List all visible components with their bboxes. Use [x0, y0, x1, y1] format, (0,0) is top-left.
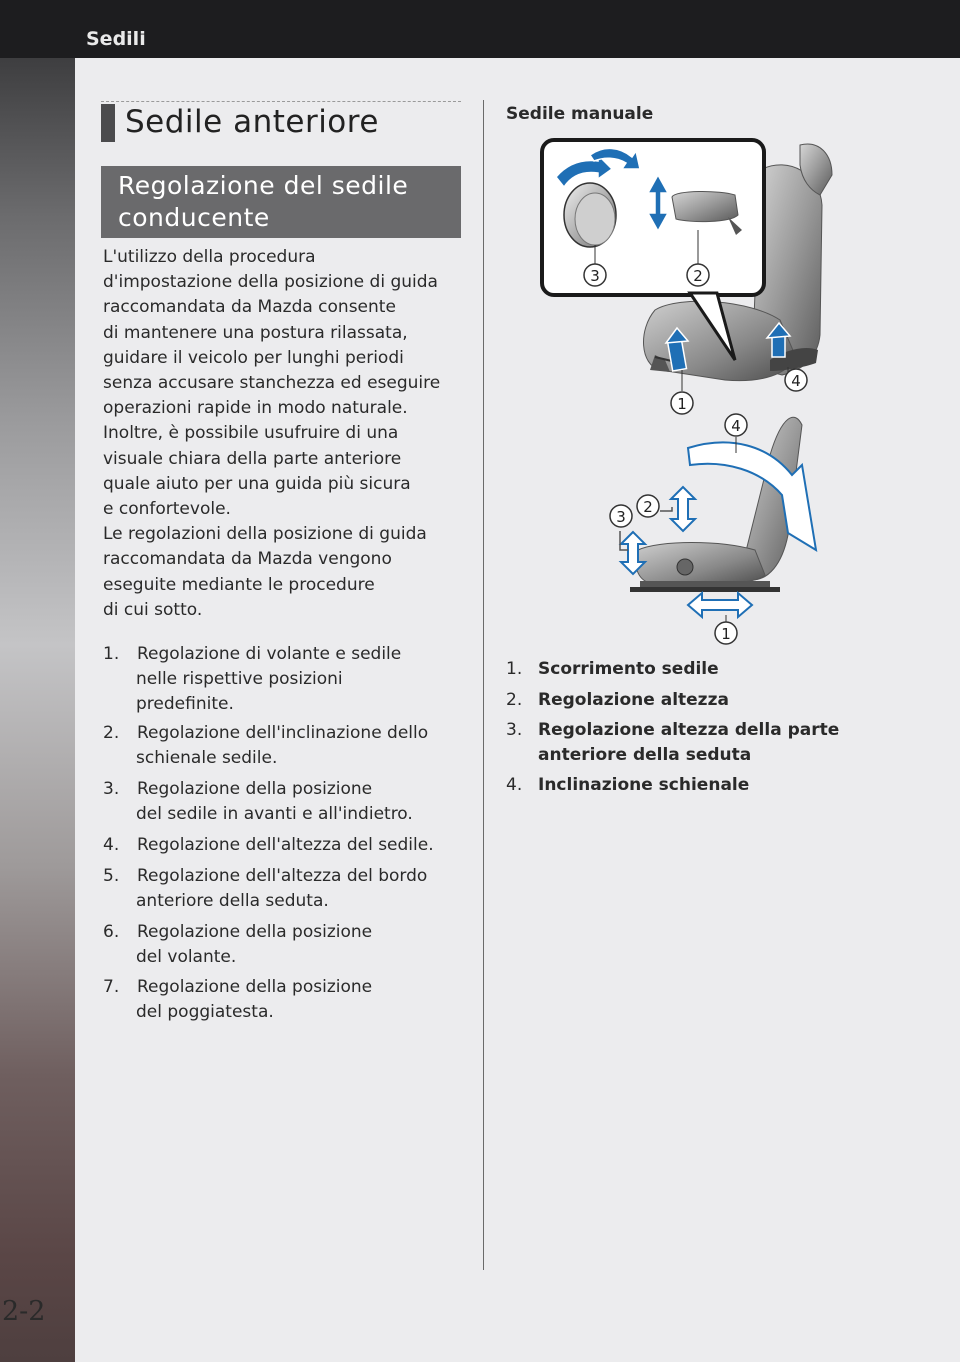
- callout-4-side-label: 4: [731, 417, 741, 435]
- step-number: 2.: [103, 723, 120, 743]
- page-heading: Sedile anteriore: [125, 104, 379, 140]
- intro-line: di cui sotto.: [103, 599, 203, 620]
- intro-line: Inoltre, è possibile usufruire di una: [103, 423, 399, 444]
- figure-subhead: Sedile manuale: [506, 104, 654, 124]
- step-text: Regolazione della posizione: [137, 977, 373, 997]
- intro-line: L'utilizzo della procedura: [103, 247, 316, 267]
- intro-line: raccomandata da Mazda consente: [103, 297, 396, 318]
- step-number: 7.: [103, 977, 120, 997]
- step-number: 1.: [103, 644, 120, 664]
- legend-number: 2.: [506, 690, 523, 710]
- step-text: Regolazione della posizione: [137, 922, 373, 942]
- callout-4-top-label: 4: [791, 372, 801, 390]
- step-text: Regolazione dell'inclinazione dello: [137, 723, 429, 743]
- section-title: Sedili: [86, 28, 146, 50]
- legend-text: Inclinazione schienale: [538, 775, 750, 795]
- callout-2-side: [637, 495, 659, 517]
- legend-text: Regolazione altezza: [538, 690, 729, 710]
- intro-line: senza accusare stanchezza ed eseguire: [103, 373, 441, 393]
- legend-text: anteriore della seduta: [538, 745, 752, 766]
- callout-2-side-label: 2: [643, 498, 653, 516]
- intro-line: d'impostazione della posizione di guida: [103, 272, 438, 293]
- step-text: anteriore della seduta.: [136, 891, 329, 912]
- heading-rule: [101, 101, 461, 102]
- column-divider: [483, 100, 484, 1270]
- step-number: 5.: [103, 866, 120, 886]
- subheading-box: [101, 166, 461, 238]
- step-number: 3.: [103, 779, 120, 799]
- callout-1-side-label: 1: [721, 625, 731, 643]
- page-number: 2-2: [2, 1296, 46, 1327]
- seat-adjustment-figure: [520, 135, 850, 655]
- callout-4-top: [785, 369, 807, 391]
- step-text: Regolazione dell'altezza del sedile.: [137, 835, 434, 855]
- callout-2-inset-label: 2: [693, 267, 703, 285]
- subheading-line-1: Regolazione del sedile: [118, 171, 409, 200]
- legend-number: 4.: [506, 775, 523, 795]
- heading-marker: [101, 104, 115, 142]
- intro-line: di mantenere una postura rilassata,: [103, 322, 408, 343]
- callout-1-top: [671, 392, 693, 414]
- intro-line: operazioni rapide in modo naturale.: [103, 398, 408, 419]
- intro-line: e confortevole.: [103, 499, 231, 519]
- intro-line: guidare il veicolo per lunghi periodi: [103, 347, 404, 368]
- intro-line: raccomandata da Mazda vengono: [103, 549, 392, 570]
- intro-line: Le regolazioni della posizione di guida: [103, 524, 427, 545]
- legend-text: Regolazione altezza della parte: [538, 720, 840, 740]
- side-strip-decoration: [0, 58, 75, 1362]
- callout-3-side: [610, 505, 632, 527]
- callout-3-inset-label: 3: [590, 267, 600, 285]
- header-bar: [0, 0, 960, 58]
- legend-number: 3.: [506, 720, 523, 740]
- step-number: 6.: [103, 922, 120, 942]
- step-text: predefinite.: [136, 694, 234, 715]
- step-text: Regolazione di volante e sedile: [137, 644, 402, 664]
- step-text: nelle rispettive posizioni: [136, 669, 343, 690]
- subheading-line-2: conducente: [118, 203, 270, 232]
- callout-1-side: [715, 622, 737, 644]
- intro-line: eseguite mediante le procedure: [103, 574, 375, 595]
- step-text: del sedile in avanti e all'indietro.: [136, 804, 413, 825]
- step-number: 4.: [103, 835, 120, 855]
- step-text: Regolazione della posizione: [137, 779, 373, 799]
- intro-line: quale aiuto per una guida più sicura: [103, 473, 411, 494]
- callout-2-inset: [687, 264, 709, 286]
- callout-3-inset: [584, 264, 606, 286]
- intro-line: visuale chiara della parte anteriore: [103, 448, 402, 469]
- step-text: Regolazione dell'altezza del bordo: [137, 866, 428, 886]
- legend-text: Scorrimento sedile: [538, 659, 719, 679]
- step-text: schienale sedile.: [136, 748, 278, 769]
- step-text: del volante.: [136, 947, 237, 968]
- callout-1-top-label: 1: [677, 395, 687, 413]
- callout-3-side-label: 3: [616, 508, 626, 526]
- step-text: del poggiatesta.: [136, 1002, 274, 1023]
- legend-number: 1.: [506, 659, 523, 679]
- callout-4-side: [725, 414, 747, 436]
